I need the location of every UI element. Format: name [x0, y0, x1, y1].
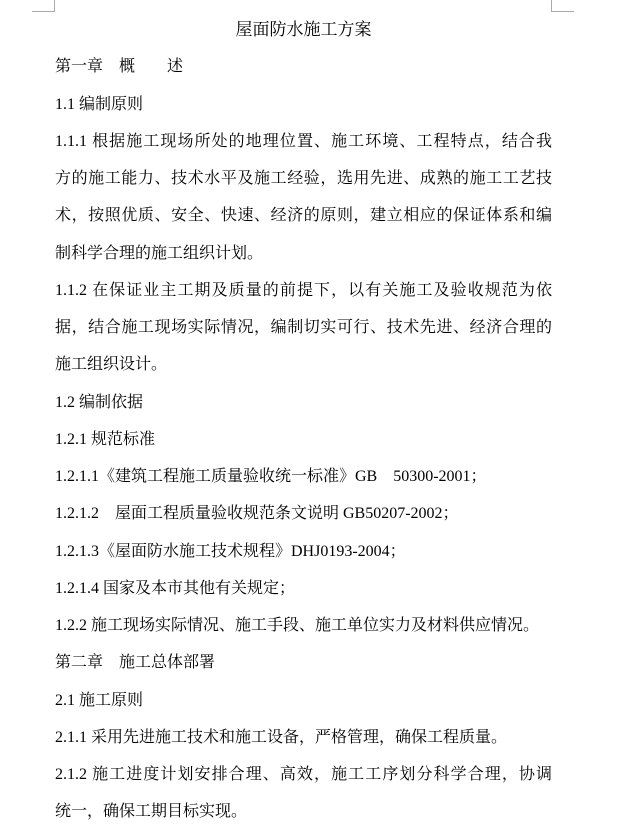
chapter-heading — [55, 644, 552, 681]
text-line: 2.1.2 施工进度计划安排合理、高效，施工工序划分科学合理，协调 — [55, 766, 552, 783]
text-line: 2.1.1 采用先进施工技术和施工设备，严格管理，确保工程质量。 — [55, 728, 508, 746]
body — [55, 533, 552, 570]
body — [55, 123, 552, 272]
body — [55, 756, 552, 831]
text-line: 统一，确保工期目标实现。 — [55, 803, 248, 821]
chapter-heading — [55, 48, 552, 85]
text-line: 1.2.1.3《屋面防水施工技术规程》DHJ0193-2004； — [55, 542, 406, 560]
section-heading — [55, 86, 552, 123]
text-line: 1.2.1.4 国家及本市其他有关规定； — [55, 579, 296, 597]
text-line: 据，结合施工现场实际情况，编制切实可行、技术先进、经济合理的 — [55, 319, 552, 336]
text-line: 第一章 概 述 — [55, 58, 184, 76]
text-line: 制科学合理的施工组织计划。 — [55, 244, 264, 262]
body — [55, 719, 552, 756]
text-line: 术，按照优质、安全、快速、经济的原则，建立相应的保证体系和编 — [55, 207, 552, 225]
body — [55, 458, 552, 495]
text-line: 1.2.2 施工现场实际情况、施工手段、施工单位实力及材料供应情况。 — [55, 617, 540, 634]
body — [55, 495, 552, 532]
text-line: 第二章 施工总体部署 — [55, 654, 216, 672]
body — [55, 570, 552, 607]
margin-crop-mark-right-icon — [551, 0, 574, 12]
body — [55, 272, 552, 384]
paragraph-container — [55, 48, 552, 830]
text-line: 方的施工能力、技术水平及施工经验，选用先进、成熟的施工工艺技 — [55, 170, 552, 187]
section-heading — [55, 421, 552, 458]
section-heading — [55, 682, 552, 719]
text-line: 1.2.1.1《建筑工程施工质量验收统一标准》GB 50300-2001； — [55, 468, 487, 485]
text-line: 1.2 编制依据 — [55, 393, 144, 411]
document-body — [55, 11, 552, 831]
text-line: 1.1.1 根据施工现场所处的地理位置、施工环境、工程特点，结合我 — [55, 132, 552, 150]
text-line: 2.1 施工原则 — [55, 691, 144, 709]
text-line: 1.2.1.2 屋面工程质量验收规范条文说明 GB50207-2002； — [55, 505, 459, 523]
text-line: 施工组织设计。 — [55, 356, 168, 374]
section-heading — [55, 384, 552, 421]
document-title: 屋面防水施工方案 — [235, 20, 372, 39]
text-line: 1.2.1 规范标准 — [55, 430, 156, 448]
margin-crop-mark-left-icon — [32, 0, 55, 12]
text-line: 1.1.2 在保证业主工期及质量的前提下，以有关施工及验收规范为依 — [55, 281, 552, 299]
body — [55, 607, 552, 644]
text-line: 1.1 编制原则 — [55, 95, 144, 113]
